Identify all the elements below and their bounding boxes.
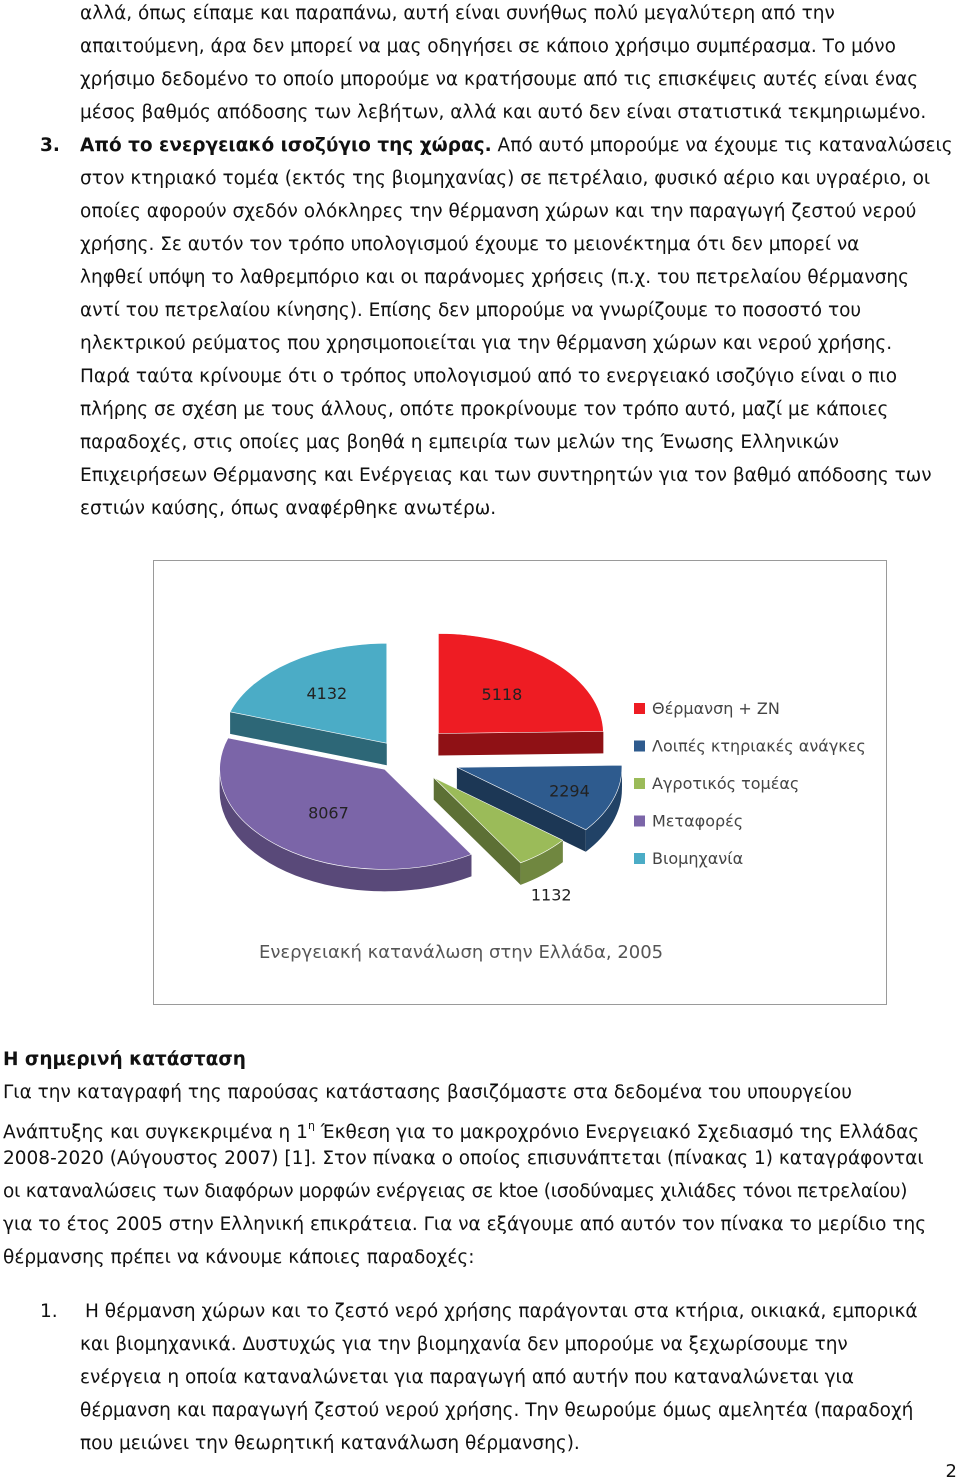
pie-chart <box>153 560 887 1005</box>
body-text-line: Παρά ταύτα κρίνουμε ότι ο τρόπος υπολογισμού από το ενεργειακό ισοζύγιο είναι ο πιο <box>80 366 898 387</box>
body-text-line: εστιών καύσης, όπως αναφέρθηκε ανωτέρω. <box>80 498 497 519</box>
body-text-line: για το έτος 2005 στην Ελληνική επικράτεια. Για να εξάγουμε από αυτόν τον πίνακα το μερίδιο της <box>3 1214 927 1235</box>
data-label: 1132 <box>530 885 572 905</box>
legend-entry: Αγροτικός τομέας <box>652 774 800 793</box>
list-item-first-line: Η θέρμανση χώρων και το ζεστό νερό χρήσης παράγονται στα κτήρια, οικιακά, εμπορικά <box>85 1301 918 1322</box>
body-text-line: Επιχειρήσεων Θέρμανσης και Ενέργειας και των συντηρητών για τον βαθμό απόδοσης των <box>80 465 932 486</box>
body-text-line: ενέργεια η οποία καταναλώνεται για παραγωγή από αυτήν που καταναλώνεται για <box>80 1367 854 1388</box>
body-text-line: πλήρης σε σχέση με τους άλλους, οπότε προκρίνουμε τον τρόπο αυτό, μαζί με κάποιες <box>80 399 889 420</box>
text-fragment: Ανάπτυξης και συγκεκριμένα η 1 <box>3 1122 308 1143</box>
body-text-line: μέσος βαθμός απόδοσης των λεβήτων, αλλά και αυτό δεν είναι στατιστικά τεκμηριωμένο. <box>80 102 927 123</box>
chart-title: Ενεργειακή κατανάλωση στην Ελλάδα, 2005 <box>259 942 664 963</box>
body-text-line <box>3 1114 919 1145</box>
data-label: 2294 <box>549 781 590 801</box>
legend-swatch <box>634 741 645 752</box>
list-item-text: Από αυτό μπορούμε να έχουμε τις καταναλώσεις <box>491 135 953 156</box>
body-text-line: ληφθεί υπόψη το λαθρεμπόριο και οι παράνομες χρήσεις (π.χ. του πετρελαίου θέρμανσης <box>80 267 910 288</box>
superscript: η <box>307 1119 315 1132</box>
legend-entry: Μεταφορές <box>652 811 744 831</box>
list-number: 1. <box>40 1301 58 1322</box>
body-text-line: χρήσιμο δεδομένο το οποίο μπορούμε να κρατήσουμε από τις επισκέψεις αυτές είναι ένας <box>80 69 919 90</box>
legend-swatch <box>634 778 645 789</box>
text-fragment: Έκθεση για το μακροχρόνιο Ενεργειακό Σχεδιασμό της Ελλάδας <box>314 1122 920 1143</box>
body-text-line: θέρμανσης πρέπει να κάνουμε κάποιες παραδοχές: <box>3 1247 475 1268</box>
body-text-line: και βιομηχανικά. Δυστυχώς για την βιομηχανία δεν μπορούμε να ξεχωρίσουμε την <box>80 1334 848 1355</box>
body-text-line: αντί του πετρελαίου κίνησης). Επίσης δεν μπορούμε να γνωρίζουμε το ποσοστό του <box>80 300 862 321</box>
body-text-line: θέρμανση και παραγωγή ζεστού νερού χρήσης. Την θεωρούμε όμως αμελητέα (παραδοχή <box>80 1400 914 1421</box>
legend-entry: Θέρμανση + ΖΝ <box>652 699 780 718</box>
pie-chart-svg <box>154 561 886 1004</box>
body-text-line: που μειώνει την θεωρητική κατανάλωση θέρμανσης). <box>80 1433 580 1454</box>
body-text-line: απαιτούμενη, άρα δεν μπορεί να μας οδηγήσει σε κάποιο χρήσιμο συμπέρασμα. Το μόνο <box>80 36 896 57</box>
data-label: 5118 <box>481 685 523 705</box>
legend-swatch <box>634 853 645 864</box>
body-text-line: Για την καταγραφή της παρούσας κατάστασης βασιζόμαστε στα δεδομένα του υπουργείου <box>3 1082 852 1103</box>
pie-slice-wall <box>438 731 603 755</box>
body-text-line: 2008-2020 (Αύγουστος 2007) [1]. Στον πίνακα ο οποίος επισυνάπτεται (πίνακας 1) καταγράφονται <box>3 1148 924 1169</box>
pie-slice <box>438 633 603 733</box>
section-heading: Η σημερινή κατάσταση <box>3 1049 246 1070</box>
data-label: 4132 <box>306 683 348 703</box>
body-text-line: χρήσης. Σε αυτόν τον τρόπο υπολογισμού έχουμε το μειονέκτημα ότι δεν μπορεί να <box>80 234 860 255</box>
legend-entry: Λοιπές κτηριακές ανάγκες <box>652 736 866 756</box>
legend-entry: Βιομηχανία <box>652 849 744 868</box>
body-text-line: παραδοχές, στις οποίες μας βοηθά η εμπειρία των μελών της Ένωσης Ελληνικών <box>80 432 839 453</box>
list-number: 3. <box>40 135 60 156</box>
body-text-line: στον κτηριακό τομέα (εκτός της βιομηχανίας) σε πετρέλαιο, φυσικό αέριο και υγραέριο, οι <box>80 168 931 189</box>
list-item-first-line <box>80 134 953 158</box>
body-text-line: ηλεκτρικού ρεύματος που χρησιμοποιείται για την θέρμανση χώρων και νερού χρήσης. <box>80 333 893 354</box>
body-text-line: αλλά, όπως είπαμε και παραπάνω, αυτή είναι συνήθως πολύ μεγαλύτερη από την <box>80 3 835 24</box>
legend-swatch <box>634 816 645 827</box>
list-item-heading: Από το ενεργειακό ισοζύγιο της χώρας. <box>80 135 492 156</box>
body-text-line: οι καταναλώσεις των διαφόρων μορφών ενέργειας σε ktoe (ισοδύναμες χιλιάδες τόνοι πετρελαίου) <box>3 1181 908 1202</box>
legend-swatch <box>634 703 645 714</box>
body-text-line: οποίες αφορούν σχεδόν ολόκληρες την θέρμανση χώρων και την παραγωγή ζεστού νερού <box>80 201 917 222</box>
page-number: 2 <box>945 1461 957 1482</box>
data-label: 8067 <box>308 803 349 823</box>
